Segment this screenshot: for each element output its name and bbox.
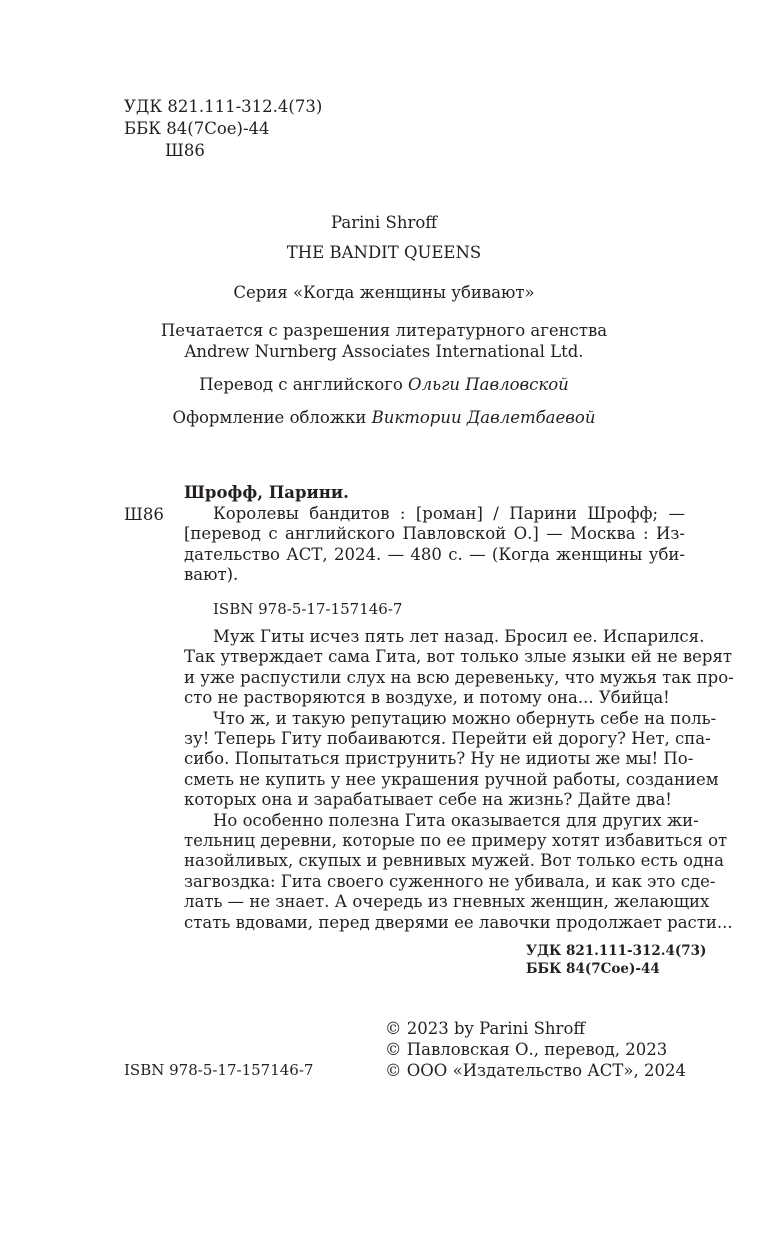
catalog-desc-line: [перевод с английского Павловской О.] — Москва : Из- [184, 524, 685, 544]
annotation-line: стать вдовами, перед дверями ее лавочки продолжает расти... [184, 912, 733, 932]
annotation-line: Но особенно полезна Гита оказывается для других жи- [213, 810, 699, 830]
bbk-code: ББК 84(7Сое)-44 [124, 119, 270, 138]
author-code: Ш86 [165, 141, 205, 160]
annotation-line: Что ж, и такую репутацию можно обернуть себе на поль- [213, 708, 717, 728]
bottom-udk-code: УДК 821.111-312.4(73) [526, 943, 707, 959]
series-line: Серия «Когда женщины убивают» [233, 283, 535, 302]
annotation-line: Так утверждает сама Гита, вот только злые языки ей не верят [184, 647, 733, 667]
annotation-line: зу! Теперь Гиту побаиваются. Перейти ей дорогу? Нет, спа- [184, 729, 711, 749]
catalog-desc-line: Королевы бандитов : [роман] / Парини Шрофф; — [213, 504, 685, 523]
translation-credit [0, 374, 768, 395]
catalog-desc-line: дательство АСТ, 2024. — 480 с. — (Когда женщины уби- [184, 544, 685, 564]
cover-prefix: Оформление обложки [172, 408, 372, 427]
annotation [184, 627, 734, 933]
annotation-line: лать — не знает. А очередь из гневных женщин, желающих [184, 892, 710, 912]
annotation-line: которых она и зарабатывает себе на жизнь? Дайте два! [184, 790, 672, 810]
copyright-line: © ООО «Издательство АСТ», 2024 [385, 1061, 686, 1080]
original-title: THE BANDIT QUEENS [286, 243, 482, 262]
bottom-bbk-code: ББК 84(7Сое)-44 [526, 961, 660, 977]
catalog-description [184, 504, 685, 586]
original-author: Parini Shroff [331, 213, 437, 232]
cover-designer-name: Виктории Давлетбаевой [371, 408, 596, 427]
annotation-line: сибо. Попытаться приструнить? Ну не идиоты же мы! По- [184, 749, 694, 769]
annotation-line: загвоздка: Гита своего суженного не убивала, и как это сде- [184, 871, 716, 891]
copyright-line: © Павловская О., перевод, 2023 [385, 1040, 668, 1059]
catalog-code: Ш86 [124, 505, 164, 524]
bottom-isbn: ISBN 978-5-17-157146-7 [124, 1061, 314, 1079]
translation-prefix: Перевод с английского [199, 375, 409, 394]
annotation-line: сметь не купить у нее украшения ручной работы, созданием [184, 769, 719, 789]
catalog-desc-line: вают). [184, 565, 239, 585]
annotation-line: назойливых, скупых и ревнивых мужей. Вот только есть одна [184, 851, 724, 871]
copyright-line: © 2023 by Parini Shroff [385, 1019, 586, 1038]
translator-name: Ольги Павловской [408, 375, 569, 394]
annotation-line: тельниц деревни, которые по ее примеру хотят избавиться от [184, 831, 728, 851]
udk-code: УДК 821.111-312.4(73) [124, 97, 323, 116]
license-line-1: Печатается с разрешения литературного агенства [160, 321, 608, 340]
annotation-line: и уже распустили слух на всю деревеньку, что мужья так про- [184, 667, 734, 687]
catalog-heading: Шрофф, Парини. [184, 483, 349, 502]
cover-credit [0, 407, 768, 428]
annotation-line: Муж Гиты исчез пять лет назад. Бросил ее. Испарился. [213, 627, 705, 646]
catalog-isbn: ISBN 978-5-17-157146-7 [213, 600, 403, 618]
annotation-line: сто не растворяются в воздухе, и потому она... Убийца! [184, 688, 670, 708]
license-line-2: Andrew Nurnberg Associates International Ltd. [184, 342, 584, 361]
